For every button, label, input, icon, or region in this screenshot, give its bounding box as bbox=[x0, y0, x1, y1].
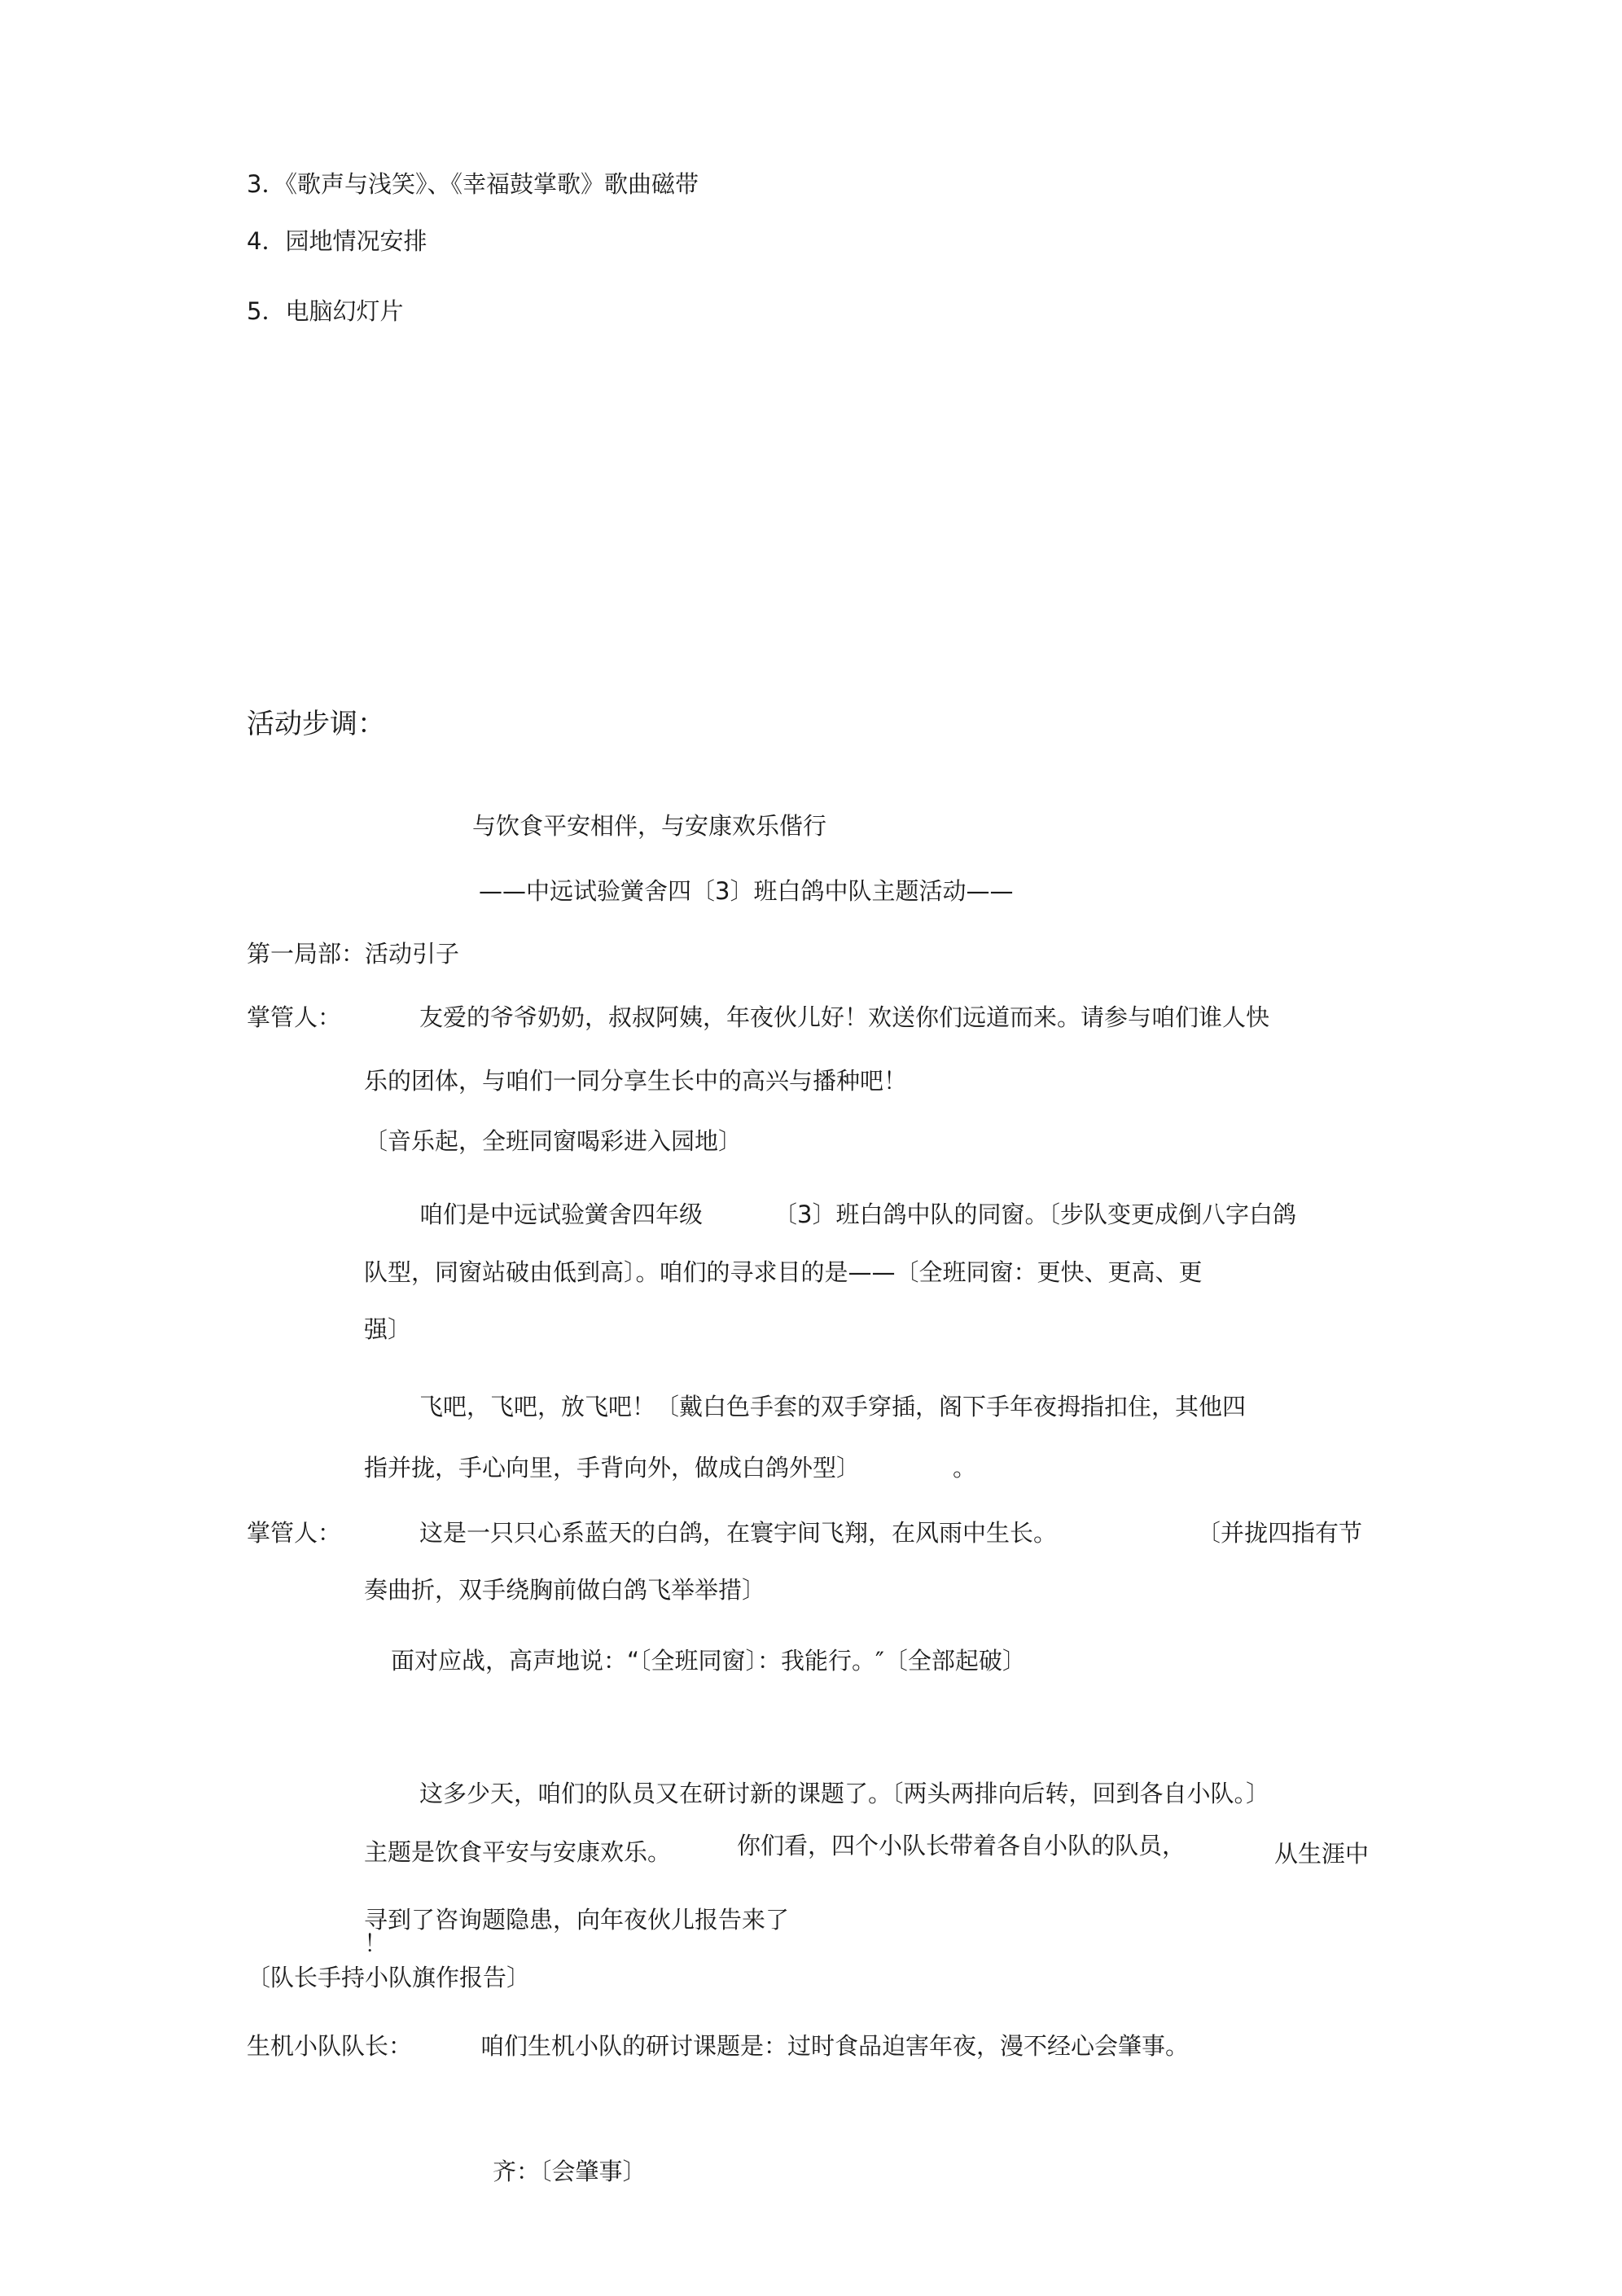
host-line-2: 这是一只只心系蓝天的白鸽，在寰宇间飞翔，在风雨中生长。 bbox=[419, 1519, 1058, 1547]
host-line-cont: 乐的团体，与咱们一同分享生长中的高兴与播种吧！ bbox=[364, 1067, 908, 1095]
host-line-2-cont: 奏曲折，双手绕胸前做白鸽飞举举措〕 bbox=[364, 1576, 766, 1604]
class-line: 咱们是中远试验黉舍四年级 bbox=[419, 1201, 704, 1228]
stage-direction-music: 〔音乐起，全班同窗喝彩进入园地〕 bbox=[364, 1127, 743, 1155]
days-line-report: 寻到了咨询题隐患，向年夜伙儿报告来了 bbox=[364, 1906, 790, 1934]
leader-line: 咱们生机小队的研讨课题是：过时食品迫害年夜，漫不经心会肇事。 bbox=[480, 2032, 1190, 2060]
part1-heading: 第一局部：活动引子 bbox=[247, 940, 460, 968]
days-line: 这多少天，咱们的队员又在研讨新的课题了。〔两头两排向后转，回到各自小队。〕 bbox=[419, 1780, 1270, 1807]
fly-line-end: 。 bbox=[953, 1454, 977, 1482]
stage-direction-report: 〔队长手持小队旗作报告〕 bbox=[247, 1964, 531, 1991]
face-line: 面对应战，高声地说：“〔全班同窗〕：我能行。″〔全部起破〕 bbox=[391, 1647, 1026, 1675]
days-line-leaders: 你们看，四个小队长带着各自小队的队员， bbox=[737, 1832, 1186, 1859]
leader-label: 生机小队队长： bbox=[247, 2032, 413, 2060]
steps-heading: 活动步调： bbox=[247, 708, 385, 740]
activity-title: 与饮食平安相伴，与安康欢乐偕行 bbox=[472, 812, 827, 840]
material-item-5: 5．电脑幻灯片 bbox=[247, 297, 404, 325]
activity-subtitle: ——中远试验黉舍四〔3〕班白鸽中队主题活动—— bbox=[479, 877, 1014, 905]
days-line-mark: ！ bbox=[364, 1929, 388, 1957]
host-label: 掌管人： bbox=[247, 1003, 342, 1031]
class-line-cont: 〔3〕班白鸽中队的同窗。〔步队变更成倒八字白鸽 bbox=[774, 1201, 1296, 1228]
days-line-life: 从生涯中 bbox=[1274, 1840, 1370, 1868]
days-line-topic: 主题是饮食平安与安康欢乐。 bbox=[364, 1838, 672, 1866]
material-item-3: 3．《歌声与浅笑》、《幸福鼓掌歌》歌曲磁带 bbox=[247, 170, 699, 198]
class-line-cont-2: 队型，同窗站破由低到高〕。咱们的寻求目的是——〔全班同窗：更快、更高、更 bbox=[364, 1258, 1203, 1286]
host-line-2-direction: 〔并拢四指有节 bbox=[1197, 1519, 1363, 1547]
fly-line: 飞吧，飞吧，放飞吧！〔戴白色手套的双手穿插，阁下手年夜拇指扣住，其他四 bbox=[419, 1393, 1247, 1420]
class-line-cont-3: 强〕 bbox=[364, 1315, 412, 1343]
host-label-2: 掌管人： bbox=[247, 1519, 342, 1547]
fly-line-cont: 指并拢，手心向里，手背向外，做成白鸽外型〕 bbox=[364, 1454, 861, 1482]
host-line: 友爱的爷爷奶奶，叔叔阿姨，年夜伙儿好！欢送你们远道而来。请参与咱们谁人快 bbox=[419, 1003, 1270, 1031]
chorus-line: 齐：〔会肇事〕 bbox=[493, 2158, 647, 2185]
material-item-4: 4．园地情况安排 bbox=[247, 227, 427, 255]
